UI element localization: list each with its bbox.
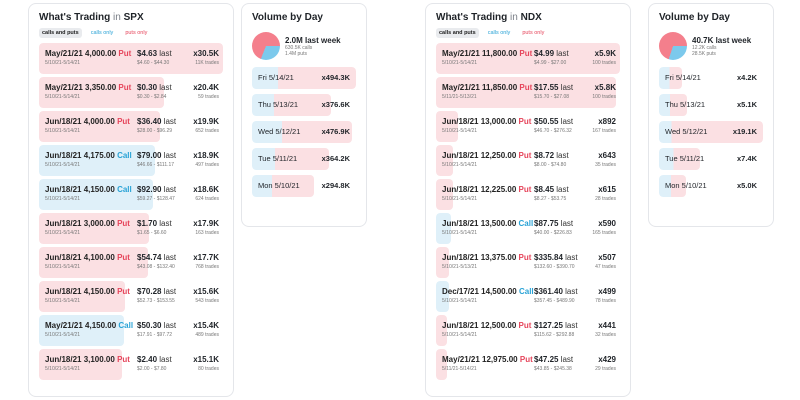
volume-fill-bar: [436, 145, 453, 176]
contract-strike: May/21/21 3,350.00: [45, 83, 117, 92]
trade-count: 78 trades: [595, 298, 616, 304]
puts-count: 1.4M puts: [285, 50, 307, 57]
price-range: $8.27 - $53.75: [534, 196, 567, 202]
price-value: $2.40: [137, 355, 158, 364]
volume-fill-bar: [436, 281, 449, 312]
date-range: 5/11/21-5/14/21: [442, 366, 477, 372]
price-range: $357.45 - $489.90: [534, 298, 575, 304]
price-range: $28.00 - $96.29: [137, 128, 173, 134]
date-range: 5/10/21-5/14/21: [45, 230, 81, 236]
price-label: last: [562, 321, 578, 330]
contract-type: Put: [118, 49, 132, 58]
volume-fill-bar: [39, 111, 160, 142]
day-volume: x19.1K: [732, 127, 757, 136]
contract-strike: May/21/21 12,975.00: [442, 355, 518, 364]
day-row[interactable]: [252, 175, 356, 197]
contract-type: Call: [518, 287, 534, 296]
contract-name: [45, 219, 130, 228]
price-value: $87.75: [534, 219, 559, 228]
last-price: [137, 49, 172, 58]
volume-by-day-panel-spx: [241, 3, 367, 227]
contract-type: Call: [518, 219, 534, 228]
day-volume: x7.4K: [736, 154, 757, 163]
trade-row[interactable]: [39, 179, 223, 210]
contract-type: Put: [519, 83, 533, 92]
price-value: $361.40: [534, 287, 563, 296]
day-label: Mon 5/10/21: [665, 181, 707, 190]
last-price: [137, 117, 176, 126]
price-label: last: [161, 117, 177, 126]
day-row[interactable]: [659, 121, 763, 143]
tab-puts-only[interactable]: puts only: [125, 30, 148, 36]
price-range: $43.08 - $132.40: [137, 264, 175, 270]
contract-name: [45, 321, 133, 330]
contract-type: Call: [117, 185, 132, 194]
trade-row[interactable]: [39, 247, 223, 278]
last-price: [137, 321, 176, 330]
trade-count: 165 trades: [592, 230, 616, 236]
tab-puts-only[interactable]: puts only: [522, 30, 545, 36]
trade-row[interactable]: [39, 315, 223, 346]
contract-type: Put: [518, 151, 532, 160]
volume-count: x20.4K: [193, 83, 219, 92]
price-range: $132.60 - $390.70: [534, 264, 575, 270]
calls-count: 630.5K calls: [285, 44, 313, 51]
price-range: $46.66 - $111.17: [137, 162, 175, 168]
weekly-total: 2.0M last week: [285, 35, 341, 45]
day-label: Wed 5/12/21: [258, 127, 301, 136]
volume-fill-bar: [39, 349, 122, 380]
contract-type: Put: [117, 253, 130, 262]
trade-row[interactable]: [436, 281, 620, 312]
contract-strike: Dec/17/21 14,500.00: [442, 287, 517, 296]
day-volume: x376.6K: [321, 100, 350, 109]
price-label: last: [554, 151, 569, 160]
trade-row[interactable]: [436, 77, 620, 108]
volume-count: x5.9K: [594, 49, 616, 58]
date-range: 5/10/21-5/14/21: [45, 298, 81, 304]
volume-fill-bar: [436, 111, 458, 142]
trade-count: 624 trades: [195, 196, 219, 202]
price-label: last: [554, 185, 569, 194]
price-label: last: [157, 83, 172, 92]
price-value: $0.30: [137, 83, 158, 92]
volume-count: x18.9K: [193, 151, 219, 160]
volume-fill-bar: [39, 145, 155, 176]
last-price: [137, 219, 172, 228]
contract-name: [442, 219, 533, 228]
puts-count: 28.5K puts: [692, 50, 716, 57]
volume-count: x499: [598, 287, 616, 296]
volume-count: x429: [598, 355, 616, 364]
day-row[interactable]: [659, 148, 763, 170]
panel-title: Volume by Day: [659, 12, 730, 23]
contract-type: Put: [518, 321, 532, 330]
volume-count: x892: [598, 117, 616, 126]
day-row[interactable]: [659, 175, 763, 197]
trade-list: [436, 43, 620, 380]
price-label: last: [161, 151, 177, 160]
price-range: $1.65 - $6.60: [137, 230, 167, 236]
volume-fill-bar: [39, 247, 148, 278]
price-range: $52.73 - $153.55: [137, 298, 175, 304]
price-label: last: [161, 321, 177, 330]
last-price: [137, 83, 172, 92]
last-price: [137, 355, 172, 364]
date-range: 5/10/21-5/14/21: [45, 366, 81, 372]
volume-fill-bar: [436, 315, 447, 346]
contract-name: [442, 355, 533, 364]
last-price: [534, 117, 573, 126]
contract-strike: Jun/18/21 12,225.00: [442, 185, 517, 194]
trade-count: 167 trades: [592, 128, 616, 134]
contract-name: [442, 321, 531, 330]
trade-row[interactable]: [39, 77, 223, 108]
contract-name: [45, 355, 130, 364]
contract-name: [45, 49, 131, 58]
trade-count: 652 trades: [195, 128, 219, 134]
last-price: [534, 49, 569, 58]
trade-row[interactable]: [39, 43, 223, 74]
last-price: [534, 83, 573, 92]
trade-count: 768 trades: [195, 264, 219, 270]
trade-count: 100 trades: [592, 60, 616, 66]
date-range: 5/10/21-5/14/21: [45, 332, 81, 338]
price-label: last: [161, 253, 177, 262]
volume-count: x590: [598, 219, 616, 228]
trade-list: [39, 43, 223, 380]
price-range: $115.62 - $292.88: [534, 332, 575, 338]
volume-count: x30.5K: [193, 49, 219, 58]
day-label: Tue 5/11/21: [665, 154, 705, 163]
trade-row[interactable]: [436, 43, 620, 74]
date-range: 5/10/21-5/14/21: [45, 264, 81, 270]
trade-row[interactable]: [436, 111, 620, 142]
price-value: $50.55: [534, 117, 559, 126]
last-price: [534, 185, 569, 194]
date-range: 5/10/21-5/14/21: [45, 196, 81, 202]
day-volume: x294.8K: [321, 181, 350, 190]
price-range: $40.00 - $226.83: [534, 230, 572, 236]
price-value: $8.45: [534, 185, 555, 194]
contract-strike: May/21/21 11,850.00: [442, 83, 518, 92]
contract-strike: Jun/18/21 12,250.00: [442, 151, 517, 160]
price-range: $46.70 - $276.32: [534, 128, 572, 134]
contract-name: [45, 253, 130, 262]
volume-fill-bar: [39, 281, 125, 312]
day-volume: x5.0K: [736, 181, 757, 190]
contract-strike: Jun/18/21 4,100.00: [45, 253, 115, 262]
date-range: 5/10/21-5/14/21: [442, 230, 478, 236]
whats-trading-panel-spx: [28, 3, 234, 397]
date-range: 5/10/21-5/14/21: [45, 94, 81, 100]
contract-strike: Jun/18/21 4,150.00: [45, 287, 115, 296]
tab-calls-and-puts[interactable]: calls and puts: [436, 28, 479, 38]
volume-fill-bar: [436, 247, 449, 278]
trade-count: 80 trades: [198, 366, 219, 372]
price-label: last: [558, 219, 574, 228]
date-range: 5/10/21-5/14/21: [45, 162, 81, 168]
day-row[interactable]: [252, 94, 356, 116]
day-label: Mon 5/10/21: [258, 181, 300, 190]
contract-strike: Jun/18/21 4,000.00: [45, 117, 115, 126]
price-label: last: [161, 287, 177, 296]
panel-title: What's Trading in NDX: [436, 12, 542, 23]
trade-count: 35 trades: [595, 162, 616, 168]
price-range: $8.00 - $74.80: [534, 162, 567, 168]
contract-strike: May/21/21 4,150.00: [45, 321, 117, 330]
contract-strike: Jun/18/21 12,500.00: [442, 321, 517, 330]
day-volume: x494.3K: [321, 73, 350, 82]
calls-puts-pie-chart: [252, 32, 280, 60]
contract-name: [45, 83, 131, 92]
calls-puts-pie-chart: [659, 32, 687, 60]
day-row[interactable]: [252, 148, 356, 170]
day-volume: x5.1K: [736, 100, 757, 109]
trade-count: 59 trades: [198, 94, 219, 100]
tab-calls-only[interactable]: calls only: [487, 30, 511, 36]
last-price: [534, 321, 578, 330]
contract-type: Put: [117, 355, 130, 364]
day-label: Wed 5/12/21: [665, 127, 708, 136]
last-price: [534, 355, 573, 364]
price-value: $4.99: [534, 49, 555, 58]
price-range: $4.99 - $27.00: [534, 60, 567, 66]
contract-strike: Jun/18/21 3,100.00: [45, 355, 115, 364]
volume-count: x15.4K: [193, 321, 219, 330]
day-volume: x476.9K: [321, 127, 350, 136]
price-value: $335.84: [534, 253, 563, 262]
trade-count: 32 trades: [595, 332, 616, 338]
volume-count: x17.7K: [193, 253, 219, 262]
contract-name: [442, 253, 531, 262]
trade-row[interactable]: [39, 213, 223, 244]
contract-strike: Jun/18/21 3,000.00: [45, 219, 115, 228]
trade-count: 47 trades: [595, 264, 616, 270]
price-value: $47.25: [534, 355, 559, 364]
price-label: last: [562, 253, 578, 262]
contract-strike: Jun/18/21 4,150.00: [45, 185, 115, 194]
last-price: [534, 151, 569, 160]
date-range: 5/10/21-5/14/21: [442, 162, 478, 168]
trade-row[interactable]: [39, 349, 223, 380]
contract-name: [45, 287, 130, 296]
volume-fill-bar: [39, 43, 223, 74]
volume-count: x19.9K: [193, 117, 219, 126]
trade-row[interactable]: [436, 349, 620, 380]
day-list: [252, 67, 356, 197]
price-label: last: [558, 117, 574, 126]
volume-count: x15.6K: [193, 287, 219, 296]
tab-calls-only[interactable]: calls only: [90, 30, 114, 36]
volume-fill-bar: [39, 179, 153, 210]
day-label: Fri 5/14/21: [665, 73, 701, 82]
volume-count: x615: [598, 185, 616, 194]
last-price: [534, 287, 578, 296]
contract-name: [442, 287, 534, 296]
volume-count: x15.1K: [193, 355, 219, 364]
last-price: [137, 287, 176, 296]
last-price: [137, 253, 176, 262]
day-row[interactable]: [252, 121, 356, 143]
contract-name: [442, 185, 531, 194]
volume-count: x18.6K: [193, 185, 219, 194]
trade-row[interactable]: [436, 213, 620, 244]
trade-row[interactable]: [436, 247, 620, 278]
price-value: $54.74: [137, 253, 162, 262]
date-range: 5/10/21-5/14/21: [442, 196, 478, 202]
volume-count: x643: [598, 151, 616, 160]
contract-type: Call: [118, 321, 134, 330]
last-price: [137, 185, 176, 194]
trade-row[interactable]: [39, 281, 223, 312]
day-row[interactable]: [659, 67, 763, 89]
contract-strike: May/21/21 11,800.00: [442, 49, 518, 58]
price-label: last: [558, 355, 574, 364]
volume-by-day-panel-ndx: [648, 3, 774, 227]
day-list: [659, 67, 763, 197]
trade-row[interactable]: [436, 315, 620, 346]
panel-title: Volume by Day: [252, 12, 323, 23]
contract-name: [442, 117, 531, 126]
contract-type: Put: [518, 253, 532, 262]
trade-row[interactable]: [39, 145, 223, 176]
last-price: [534, 253, 578, 262]
date-range: 5/11/21-5/13/21: [442, 94, 477, 100]
price-label: last: [554, 49, 569, 58]
day-volume: x364.2K: [321, 154, 350, 163]
date-range: 5/10/21-5/14/21: [442, 298, 478, 304]
price-value: $79.00: [137, 151, 162, 160]
price-label: last: [558, 83, 574, 92]
calls-count: 12.2K calls: [692, 44, 717, 51]
price-range: $4.60 - $44.30: [137, 60, 170, 66]
whats-trading-panel-ndx: [425, 3, 631, 397]
volume-fill-bar: [436, 179, 453, 210]
day-label: Tue 5/11/21: [258, 154, 298, 163]
contract-name: [45, 117, 130, 126]
trade-count: 29 trades: [595, 366, 616, 372]
contract-type: Put: [519, 49, 533, 58]
volume-count: x441: [598, 321, 616, 330]
trade-count: 28 trades: [595, 196, 616, 202]
contract-name: [45, 185, 132, 194]
date-range: 5/10/21-5/14/21: [442, 60, 478, 66]
contract-type: Put: [117, 287, 130, 296]
price-range: $17.91 - $97.72: [137, 332, 173, 338]
contract-strike: Jun/18/21 13,375.00: [442, 253, 517, 262]
last-price: [137, 151, 176, 160]
trade-count: 100 trades: [592, 94, 616, 100]
volume-summary: [252, 29, 356, 63]
price-value: $1.70: [137, 219, 158, 228]
trade-count: 497 trades: [195, 162, 219, 168]
price-value: $70.28: [137, 287, 162, 296]
price-value: $8.72: [534, 151, 555, 160]
date-range: 5/10/21-5/13/21: [442, 264, 478, 270]
volume-fill-bar: [39, 213, 149, 244]
date-range: 5/10/21-5/14/21: [442, 332, 478, 338]
price-value: $4.63: [137, 49, 158, 58]
date-range: 5/10/21-5/14/21: [45, 60, 81, 66]
contract-strike: May/21/21 4,000.00: [45, 49, 117, 58]
volume-fill-bar: [436, 43, 620, 74]
contract-strike: Jun/18/21 13,000.00: [442, 117, 517, 126]
volume-fill-bar: [436, 213, 451, 244]
trade-count: 489 trades: [195, 332, 219, 338]
price-value: $50.30: [137, 321, 162, 330]
price-value: $127.25: [534, 321, 563, 330]
volume-count: x17.9K: [193, 219, 219, 228]
price-value: $36.40: [137, 117, 162, 126]
price-label: last: [157, 355, 172, 364]
price-range: $2.00 - $7.80: [137, 366, 167, 372]
contract-name: [45, 151, 132, 160]
contract-strike: Jun/18/21 4,175.00: [45, 151, 115, 160]
filter-tabs: [436, 28, 620, 38]
contract-type: Put: [518, 185, 532, 194]
volume-fill-bar: [436, 77, 616, 108]
panel-title: What's Trading in SPX: [39, 12, 144, 23]
contract-type: Put: [519, 355, 533, 364]
price-label: last: [161, 185, 177, 194]
trade-count: 163 trades: [195, 230, 219, 236]
trade-count: 11K trades: [195, 60, 219, 66]
price-range: $15.70 - $27.08: [534, 94, 570, 100]
price-value: $92.90: [137, 185, 162, 194]
weekly-total: 40.7K last week: [692, 35, 752, 45]
date-range: 5/10/21-5/14/21: [45, 128, 81, 134]
trade-row[interactable]: [39, 111, 223, 142]
contract-name: [442, 49, 532, 58]
price-value: $17.55: [534, 83, 559, 92]
day-label: Fri 5/14/21: [258, 73, 294, 82]
volume-fill-bar: [436, 349, 447, 380]
contract-type: Put: [518, 117, 532, 126]
day-row[interactable]: [252, 67, 356, 89]
filter-tabs: [39, 28, 223, 38]
contract-strike: Jun/18/21 13,500.00: [442, 219, 517, 228]
price-label: last: [157, 219, 172, 228]
contract-name: [442, 83, 532, 92]
contract-type: Put: [117, 117, 130, 126]
contract-type: Call: [117, 151, 132, 160]
trade-row[interactable]: [436, 145, 620, 176]
date-range: 5/10/21-5/14/21: [442, 128, 478, 134]
trade-count: 543 trades: [195, 298, 219, 304]
volume-fill-bar: [39, 315, 124, 346]
price-range: $59.27 - $128.47: [137, 196, 175, 202]
price-range: $0.30 - $2.84: [137, 94, 167, 100]
price-label: last: [562, 287, 578, 296]
volume-count: x507: [598, 253, 616, 262]
price-range: $43.85 - $245.38: [534, 366, 572, 372]
last-price: [534, 219, 573, 228]
contract-type: Put: [118, 83, 132, 92]
trade-row[interactable]: [436, 179, 620, 210]
contract-type: Put: [117, 219, 130, 228]
day-row[interactable]: [659, 94, 763, 116]
contract-name: [442, 151, 531, 160]
day-label: Thu 5/13/21: [258, 100, 299, 109]
volume-summary: [659, 29, 763, 63]
day-volume: x4.2K: [736, 73, 757, 82]
volume-count: x5.8K: [594, 83, 616, 92]
day-label: Thu 5/13/21: [665, 100, 706, 109]
price-label: last: [157, 49, 172, 58]
tab-calls-and-puts[interactable]: calls and puts: [39, 28, 82, 38]
